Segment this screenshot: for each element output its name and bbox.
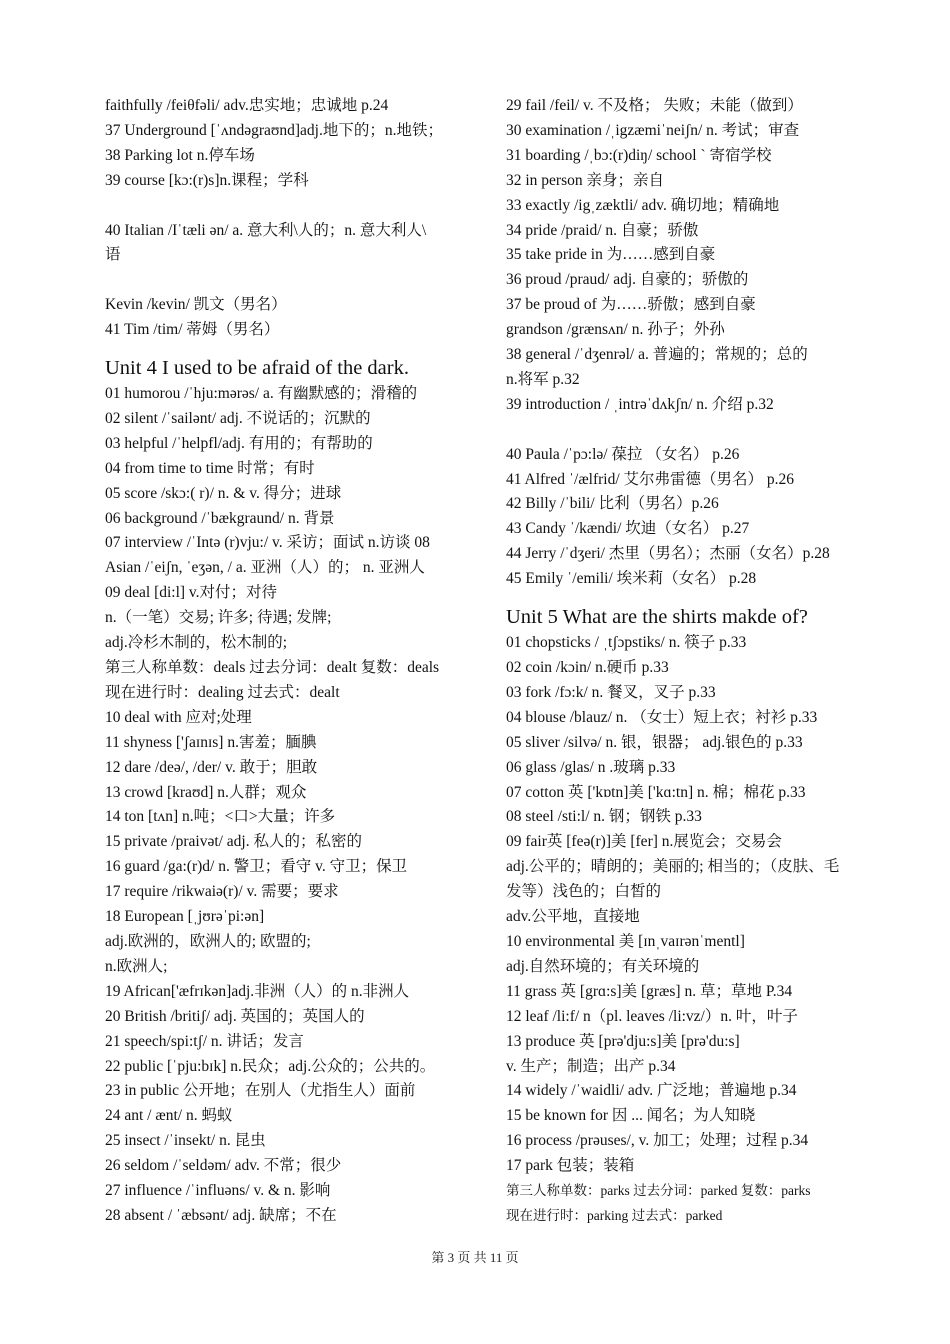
vocab-entry-line: 10 environmental 美 [ɪnˌvaɪrənˈmentl]	[506, 932, 745, 950]
vocab-entry-line: 32 in person 亲身；亲自	[506, 171, 665, 189]
blank-line	[105, 268, 485, 293]
left-column	[105, 94, 485, 1229]
vocab-entry-line: 16 guard /ga:(r)d/ n. 警卫；看守 v. 守卫；保卫	[105, 858, 408, 876]
vocab-entry-line: 34 pride /praid/ n. 自豪；骄傲	[506, 221, 699, 239]
vocab-entry-line: 31 boarding /ˌbɔ:(r)diŋ/ school ` 寄宿学校	[506, 146, 772, 164]
vocab-entry-line: 01 humorou /ˈhju:mərəs/ a. 有幽默感的；滑稽的	[105, 385, 418, 403]
page-footer: 第 3 页 共 11 页	[431, 1250, 519, 1265]
vocab-entry-line: 33 exactly /igˌzæktli/ adv. 确切地；精确地	[506, 196, 780, 214]
vocab-entry-line: 02 silent /ˈsailənt/ adj. 不说话的；沉默的	[105, 409, 371, 427]
vocab-entry-line: 15 private /praivət/ adj. 私人的；私密的	[105, 833, 362, 851]
vocab-entry-line: 26 seldom /ˈseldəm/ adv. 不常；很少	[105, 1157, 342, 1175]
right-column	[506, 94, 886, 1229]
vocab-entry-line: 09 deal [di:l] v.对付；对待	[105, 584, 278, 602]
vocab-entry-line: 03 fork /fɔ:k/ n. 餐叉，叉子 p.33	[506, 683, 716, 701]
vocab-entry-line: 28 absent / ˈæbsənt/ adj. 缺席；不在	[105, 1206, 337, 1224]
vocab-entry-line: 19 African['æfrɪkən]adj.非洲（人）的 n.非洲人	[105, 982, 410, 1000]
vocab-entry-line: 12 dare /deə/, /der/ v. 敢于；胆敢	[105, 758, 318, 776]
unit-heading: Unit 4 I used to be afraid of the dark.	[105, 357, 409, 380]
vocab-entry-line: faithfully /feiθfəli/ adv.忠实地；忠诚地 p.24	[105, 97, 389, 114]
vocab-entry-line: 15 be known for 因 ... 闻名；为人知晓	[506, 1107, 756, 1125]
vocab-entry-line: 39 course [kɔ:(r)s]n.课程；学科	[105, 171, 309, 189]
vocab-entry-line: 18 European [ˌjʊrəˈpi:ən]	[105, 908, 265, 926]
blank-line	[506, 418, 886, 443]
vocab-entry-line: 23 in public 公开地；在别人（尤指生人）面前	[105, 1082, 416, 1100]
vocab-entry-line: 30 examination /ˌigzæmiˈneiʃn/ n. 考试；审查	[506, 121, 800, 139]
vocab-entry-line: 27 influence /ˈinfluəns/ v. & n. 影响	[105, 1182, 331, 1200]
vocab-entry-line: 40 Paula /ˈpɔ:lə/ 葆拉 （女名） p.26	[506, 445, 740, 463]
vocab-entry-line: 14 ton [tʌn] n.吨；<口>大量；许多	[105, 808, 336, 826]
vocab-entry-line: 第三人称单数：deals 过去分词：dealt 复数：deals	[105, 659, 440, 676]
vocab-entry-line: 02 coin /kɔin/ n.硬币 p.33	[506, 659, 669, 677]
vocab-entry-line: 40 Italian /Iˈtæli ən/ a. 意大利\人的；n. 意大利人\	[105, 221, 427, 239]
vocab-note-line: 第三人称单数：parks 过去分词：parked 复数：parks	[506, 1183, 811, 1199]
vocab-entry-line: 14 widely /ˈwaidli/ adv. 广泛地；普遍地 p.34	[506, 1082, 797, 1100]
vocab-entry-line: 39 introduction / ˌintrəˈdʌkʃn/ n. 介绍 p.32	[506, 395, 774, 413]
vocab-entry-line: 21 speech/spi:tʃ/ n. 讲话；发言	[105, 1032, 304, 1050]
vocab-entry-line: 41 Tim /tim/ 蒂姆（男名）	[105, 321, 280, 339]
vocab-entry-line: 17 require /rikwaiə(r)/ v. 需要；要求	[105, 883, 339, 901]
vocab-entry-line: 35 take pride in 为……感到自豪	[506, 246, 716, 264]
vocab-entry-line: 11 grass 英 [grɑ:s]美 [græs] n. 草；草地 P.34	[506, 982, 793, 1000]
vocab-entry-line: 08 steel /sti:l/ n. 钢；钢铁 p.33	[506, 808, 702, 826]
vocab-entry-line: grandson /grænsʌn/ n. 孙子；外孙	[506, 321, 725, 339]
vocab-entry-line: 29 fail /feil/ v. 不及格； 失败；未能（做到）	[506, 97, 803, 114]
vocab-entry-line: 04 blouse /blauz/ n. （女士）短上衣；衬衫 p.33	[506, 708, 818, 726]
vocab-entry-line: 25 insect /ˈinsekt/ n. 昆虫	[105, 1132, 266, 1150]
vocab-entry-line: adj.自然环境的；有关环境的	[506, 957, 700, 975]
vocab-entry-line: 16 process /prəuses/, v. 加工；处理；过程 p.34	[506, 1132, 809, 1150]
vocab-entry-line: 36 proud /praud/ adj. 自豪的；骄傲的	[506, 271, 749, 289]
vocab-entry-line: 44 Jerry /ˈdʒeri/ 杰里（男名）；杰丽（女名）p.28	[506, 545, 830, 563]
blank-line	[105, 194, 485, 219]
vocab-entry-line: n.欧洲人;	[105, 957, 168, 975]
vocab-entry-line: v. 生产；制造；出产 p.34	[506, 1057, 676, 1075]
vocab-entry-line: Kevin /kevin/ 凯文（男名）	[105, 296, 287, 314]
unit-heading: Unit 5 What are the shirts makde of?	[506, 606, 808, 629]
vocab-entry-line: 12 leaf /li:f/ n（pl. leaves /li:vz/）n. 叶，叶子	[506, 1007, 798, 1025]
vocab-entry-line: 01 chopsticks / ˌtʃɔpstiks/ n. 筷子 p.33	[506, 634, 747, 652]
vocab-entry-line: adj.欧洲的，欧洲人的; 欧盟的;	[105, 932, 311, 950]
vocab-entry-line: 37 Underground [ˈʌndəgraʊnd]adj.地下的；n.地铁；	[105, 121, 443, 139]
vocab-entry-line: 37 be proud of 为……骄傲；感到自豪	[506, 296, 756, 314]
vocab-entry-line: 13 crowd [kraʊd] n.人群；观众	[105, 783, 307, 801]
vocab-entry-line: n.（一笔）交易; 许多; 待遇; 发牌;	[105, 609, 332, 627]
vocab-note-line: 现在进行时：parking 过去式：parked	[506, 1207, 723, 1223]
vocab-entry-line: 17 park 包装；装箱	[506, 1157, 635, 1175]
vocab-entry-line: 10 deal with 应对;处理	[105, 708, 252, 726]
vocab-entry-line: 22 public [ˈpju:bɪk] n.民众；adj.公众的；公共的。	[105, 1057, 436, 1075]
vocab-entry-line: 03 helpful /ˈhelpfl/adj. 有用的；有帮助的	[105, 434, 373, 452]
vocab-entry-line: 38 general /ˈdʒenrəl/ a. 普遍的；常规的；总的	[506, 346, 808, 364]
vocab-entry-line: 05 score /skɔ:( r)/ n. & v. 得分；进球	[105, 484, 342, 502]
vocab-entry-line: adj.公平的；晴朗的；美丽的; 相当的；（皮肤、毛	[506, 858, 840, 876]
vocab-entry-line: 发等）浅色的；白皙的	[506, 883, 662, 901]
vocab-entry-line: 43 Candy ˈ/kændi/ 坎迪（女名） p.27	[506, 520, 750, 538]
vocab-entry-line: 11 shyness ['ʃaɪnɪs] n.害羞；腼腆	[105, 733, 317, 751]
vocab-entry-line: adj.冷杉木制的，松木制的;	[105, 634, 288, 652]
vocab-entry-line: 07 cotton 英 ['kɒtn]美 ['kɑ:tn] n. 棉；棉花 p.33	[506, 783, 806, 801]
vocab-entry-line: 04 from time to time 时常；有时	[105, 459, 315, 477]
vocab-entry-line: 07 interview /ˈIntə (r)vju:/ v. 采访；面试 n.访谈 08	[105, 534, 430, 552]
vocab-entry-line: 语	[105, 246, 121, 264]
vocab-entry-line: 06 background /ˈbækgraund/ n. 背景	[105, 509, 335, 527]
vocab-entry-line: 05 sliver /silvə/ n. 银，银器； adj.银色的 p.33	[506, 733, 803, 751]
vocab-entry-line: Asian /ˈeiʃn, ˈeʒən, / a. 亚洲（人）的； n. 亚洲人	[105, 559, 425, 577]
vocab-entry-line: 42 Billy /ˈbili/ 比利（男名）p.26	[506, 495, 719, 513]
vocab-entry-line: 13 produce 英 [prə'dju:s]美 [prə'du:s]	[506, 1032, 740, 1050]
vocab-entry-line: 20 British /britiʃ/ adj. 英国的；英国人的	[105, 1007, 365, 1025]
vocab-entry-line: 45 Emily ˈ/emili/ 埃米莉（女名） p.28	[506, 570, 757, 588]
vocab-entry-line: n.将军 p.32	[506, 370, 580, 388]
vocab-entry-line: 24 ant / ænt/ n. 蚂蚁	[105, 1107, 233, 1125]
vocab-entry-line: 现在进行时：dealing 过去式：dealt	[105, 683, 340, 701]
vocab-entry-line: 09 fair英 [feə(r)]美 [fer] n.展览会；交易会	[506, 833, 782, 851]
vocab-entry-line: 06 glass /glas/ n .玻璃 p.33	[506, 758, 676, 776]
vocab-entry-line: 38 Parking lot n.停车场	[105, 146, 255, 164]
vocab-entry-line: adv.公平地，直接地	[506, 908, 640, 926]
vocab-entry-line: 41 Alfred ˈ/ælfrid/ 艾尔弗雷德（男名） p.26	[506, 470, 795, 488]
